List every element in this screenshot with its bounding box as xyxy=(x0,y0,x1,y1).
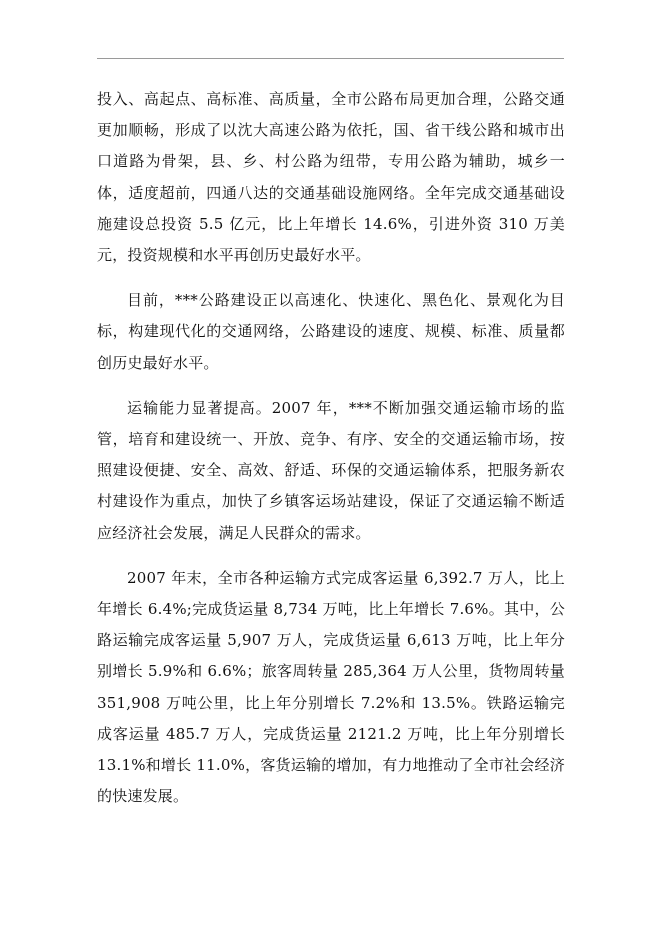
paragraph-infrastructure-continued: 投入、高起点、高标准、高质量，全市公路布局更加合理，公路交通更加顺畅，形成了以沈大高速公路为依托，国、省干线公路和城市出口道路为骨架，县、乡、村公路为纽带，专用公路为辅助，城乡一体，适度超前，四通八达的交通基础设施网络。全年完成交通基础设施建设总投资 5.5 亿元，比上年增长 14.6%，引进外资 310 万美元，投资规模和水平再创历史最好水平。 xyxy=(97,90,565,265)
header-rule xyxy=(97,58,564,59)
paragraph-road-construction: 目前，***公路建设正以高速化、快速化、黑色化、景观化为目标，构建现代化的交通网络，公路建设的速度、规模、标准、质量都创历史最好水平。 xyxy=(97,291,565,372)
paragraph-transport-statistics: 2007 年末，全市各种运输方式完成客运量 6,392.7 万人，比上年增长 6.4%;完成货运量 8,734 万吨，比上年增长 7.6%。其中，公路运输完成客运量 5,907 万人，完成货运量 6,613 万吨，比上年分别增长 5.9%和 6.6%；旅客周转量 285,364 万人公里，货物周转量 351,908 万吨公里，比上年分别增长 7.2%和 13.5%。铁路运输完成客运量 485.7 万人，完成货运量 2121.2 万吨，比上年分别增长 13.1%和增长 11.0%，客货运输的增加，有力地推动了全市社会经济的快速发展。 xyxy=(97,568,565,806)
body-text xyxy=(97,84,565,826)
paragraph-transport-capacity: 运输能力显著提高。2007 年，***不断加强交通运输市场的监管，培育和建设统一、开放、竞争、有序、安全的交通运输市场，按照建设便捷、安全、高效、舒适、环保的交通运输体系，把服务新农村建设作为重点，加快了乡镇客运场站建设，保证了交通运输不断适应经济社会发展，满足人民群众的需求。 xyxy=(97,398,565,542)
